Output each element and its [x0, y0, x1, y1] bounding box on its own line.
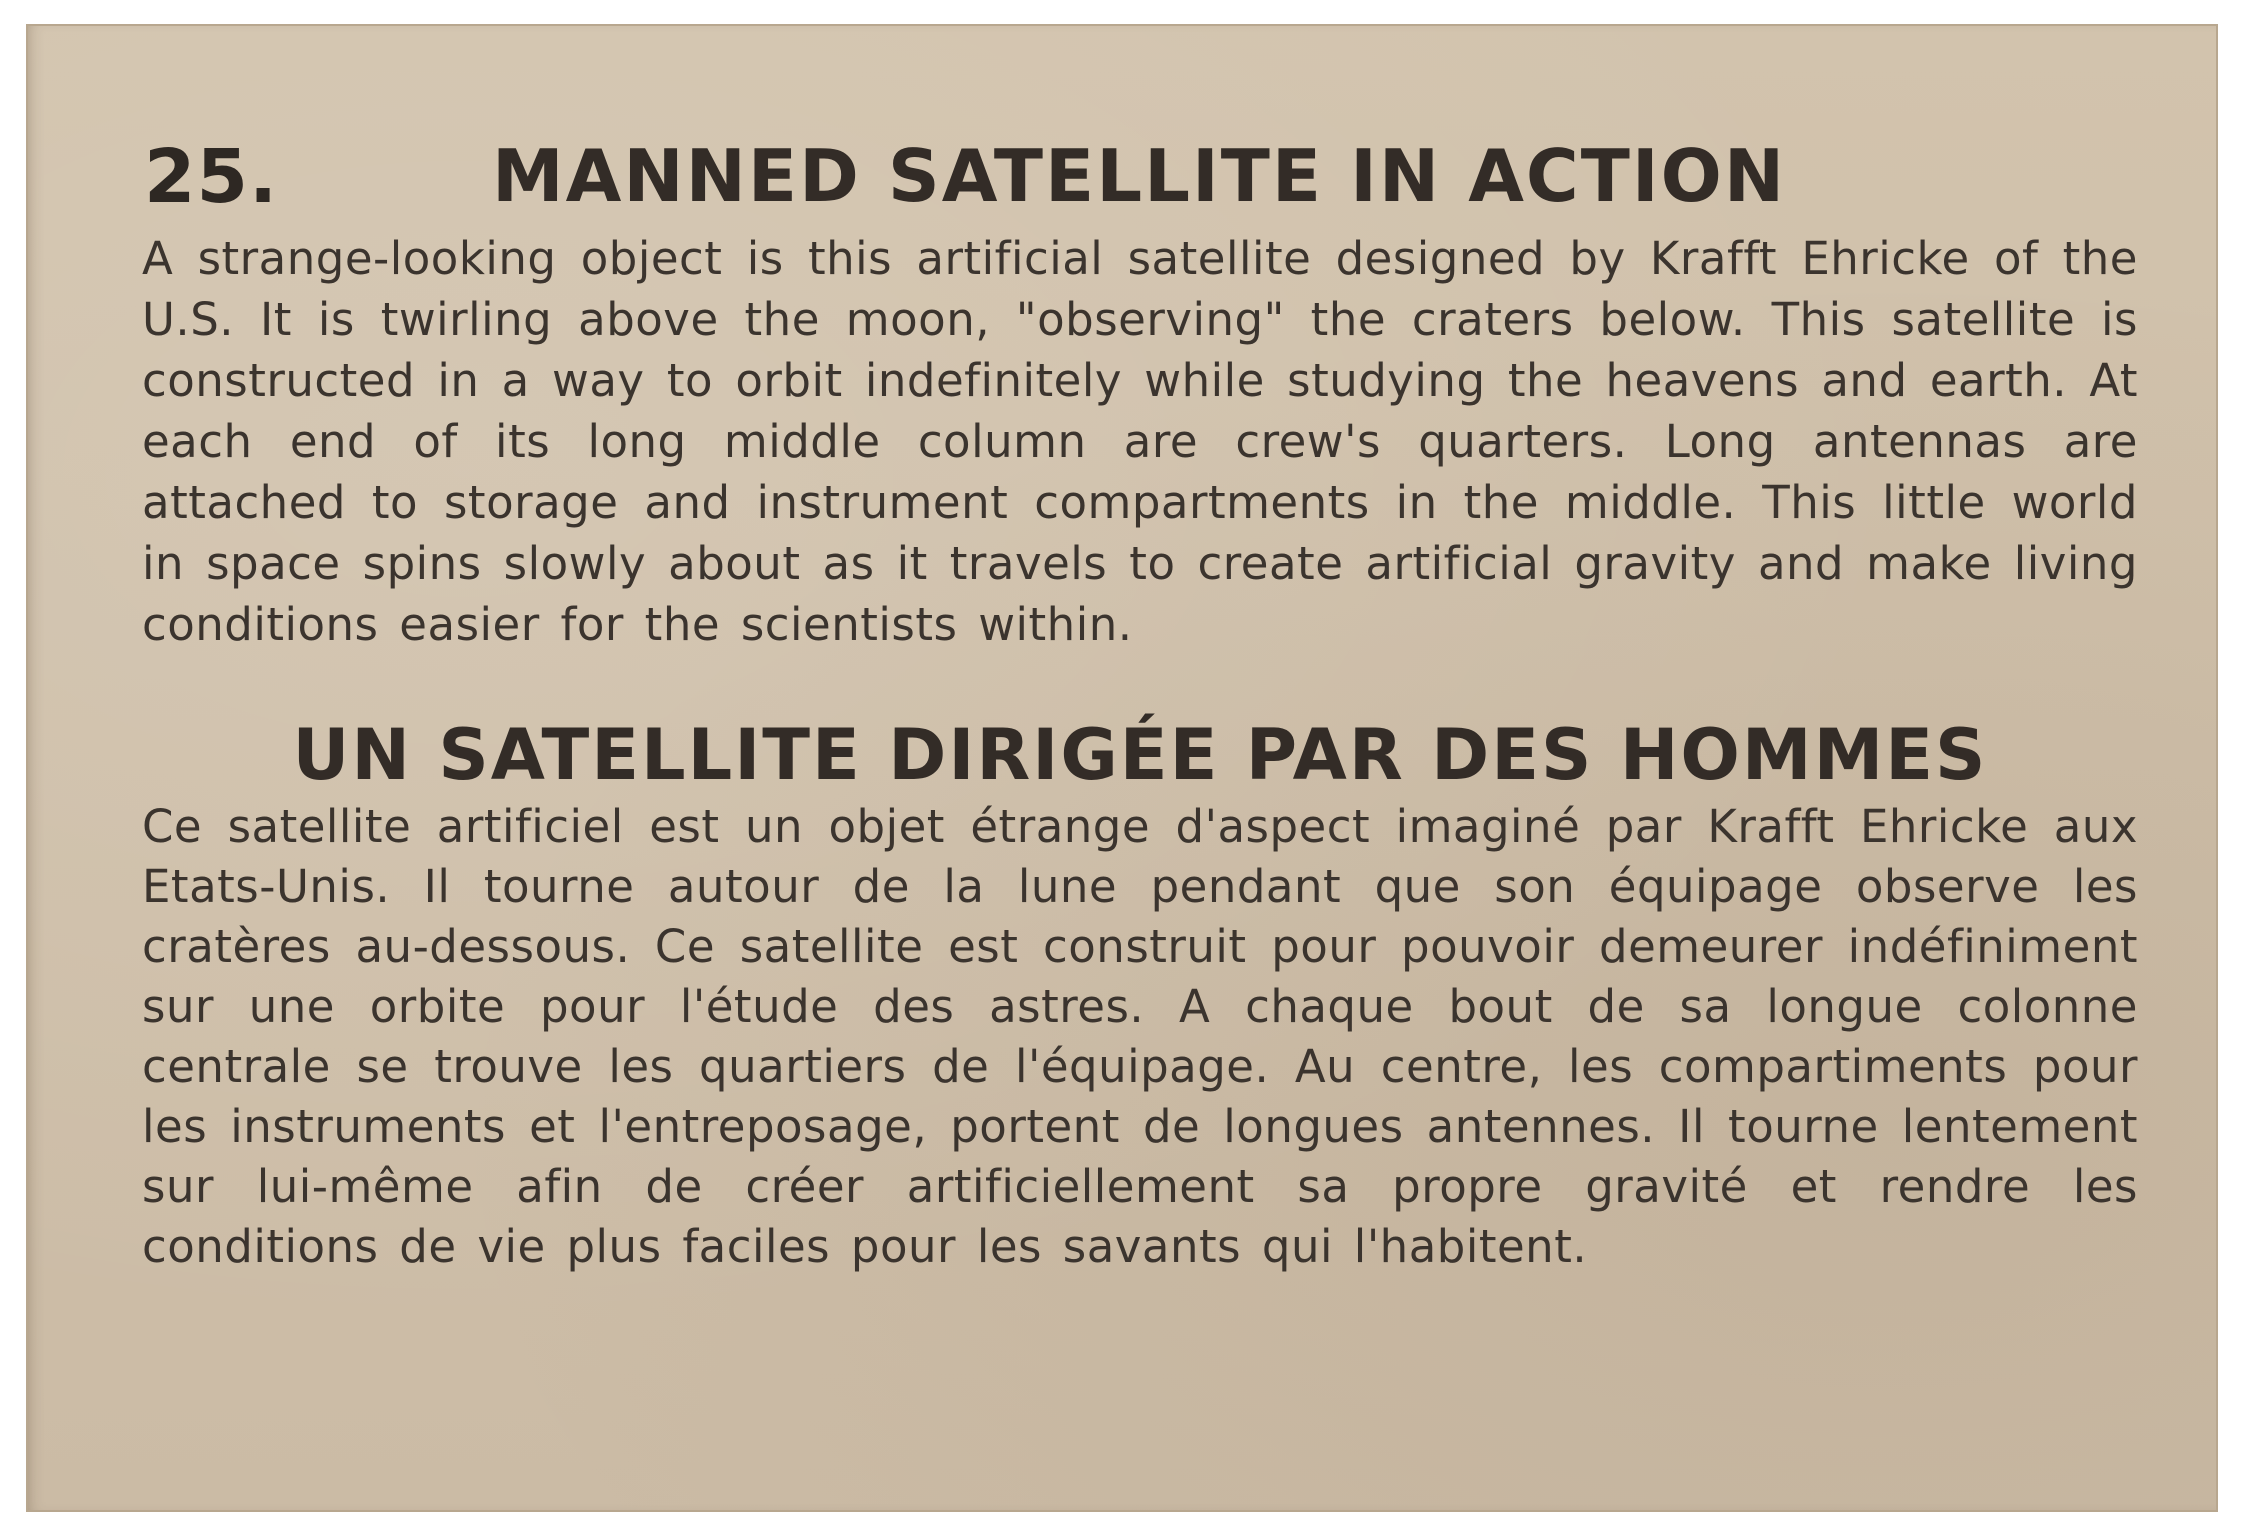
card-content [142, 120, 2138, 1277]
english-description: A strange-looking object is this artificial satellite designed by Krafft Ehricke of the U.S. It is twirling above the moon, "observing" the craters below. This satellite is constructed in a way to orbit indefinitely while studying the heavens and earth. At each end of its long middle column are crew's quarters. Long antennas are attached to storage and instrument compartments in the middle. This little world in space spins slowly about as it travels to create artificial gravity and make living conditions easier for the scientists within. [142, 232, 2138, 651]
card-number: 25. [144, 134, 279, 220]
french-title: UN SATELLITE DIRIGÉE PAR DES HOMMES [292, 714, 1988, 796]
trading-card-back [26, 24, 2218, 1512]
header-row [142, 120, 2138, 228]
french-description: Ce satellite artificiel est un objet étrange d'aspect imaginé par Krafft Ehricke aux Etats-Unis. Il tourne autour de la lune pendant que son équipage observe les cratères au-dessous. Ce satellite est construit pour pouvoir demeurer indéfiniment sur une orbite pour l'étude des astres. A chaque bout de sa longue colonne centrale se trouve les quartiers de l'équipage. Au centre, les compartiments pour les instruments et l'entreposage, portent de longues antennes. Il tourne lentement sur lui-même afin de créer artificiellement sa propre gravité et rendre les conditions de vie plus faciles pour les savants qui l'habitent. [142, 800, 2138, 1273]
english-title: MANNED SATELLITE IN ACTION [492, 134, 1787, 218]
